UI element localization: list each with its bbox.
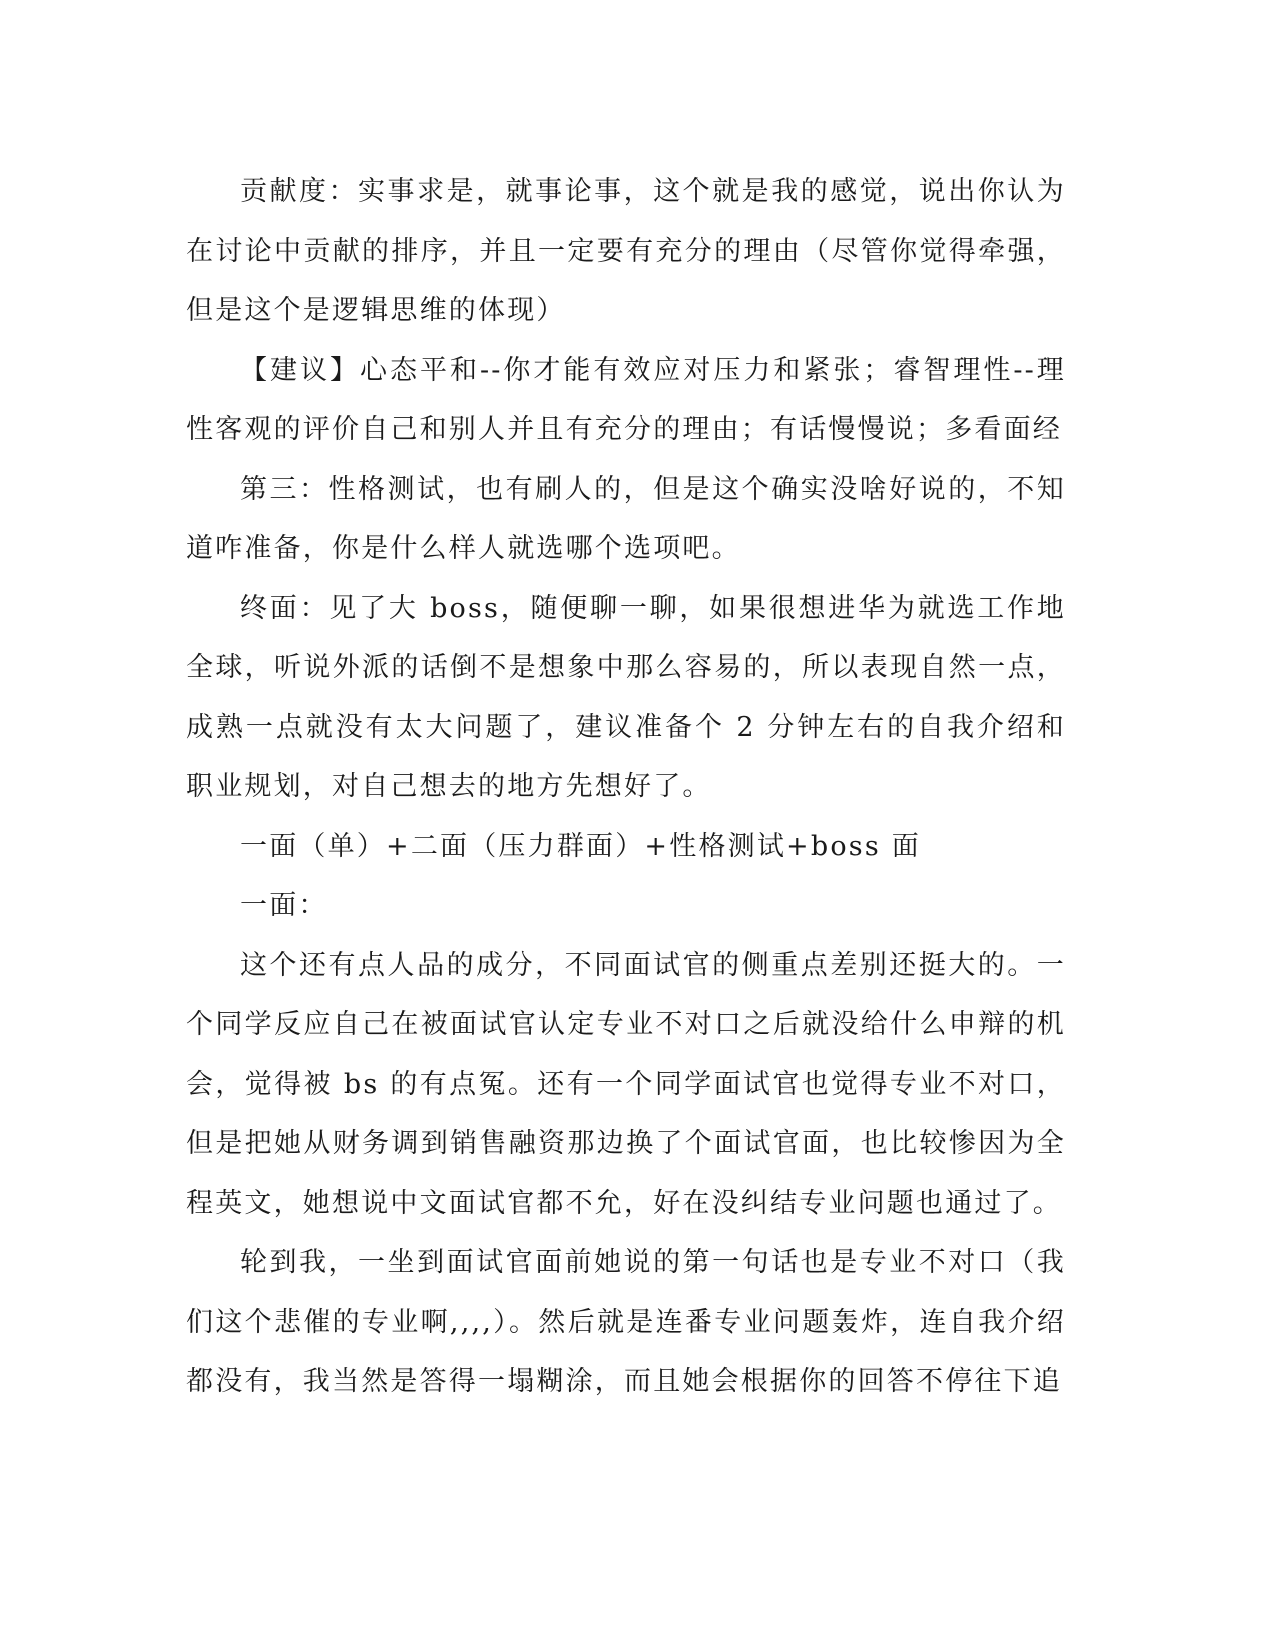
- paragraph-suggestion: 【建议】心态平和--你才能有效应对压力和紧张；睿智理性--理性客观的评价自己和别人并且有充分的理由；有话慢慢说；多看面经: [186, 354, 1066, 445]
- paragraph-first-interview-details: 这个还有点人品的成分，不同面试官的侧重点差别还挺大的。一个同学反应自己在被面试官认定专业不对口之后就没给什么申辩的机会，觉得被 bs 的有点冤。还有一个同学面试官也觉得专业不对口，但是把她从财务调到销售融资那边换了个面试官面，也比较惨因为全程英文，她想说中文面试官都不允，好在没纠结专业问题也通过了。: [186, 949, 1066, 1219]
- paragraph-first-interview-heading: 一面：: [240, 890, 328, 921]
- paragraph-final-interview: 终面：见了大 boss，随便聊一聊，如果很想进华为就选工作地全球，听说外派的话倒不是想象中那么容易的，所以表现自然一点，成熟一点就没有太大问题了，建议准备个 2 分钟左右的自我介绍和职业规划，对自己想去的地方先想好了。: [186, 592, 1066, 802]
- paragraph-contribution: 贡献度：实事求是，就事论事，这个就是我的感觉，说出你认为在讨论中贡献的排序，并且一定要有充分的理由（尽管你觉得牵强，但是这个是逻辑思维的体现）: [186, 176, 1066, 326]
- paragraph-interview-process: 一面（单）+二面（压力群面）+性格测试+boss 面: [240, 830, 921, 862]
- document-body: [186, 162, 1066, 1412]
- paragraph-personality-test: 第三：性格测试，也有刷人的，但是这个确实没啥好说的，不知道咋准备，你是什么样人就选哪个选项吧。: [186, 473, 1066, 564]
- paragraph-my-turn: 轮到我，一坐到面试官面前她说的第一句话也是专业不对口（我们这个悲催的专业啊,,,,）。然后就是连番专业问题轰炸，连自我介绍都没有，我当然是答得一塌糊涂，而且她会根据你的回答不停往下追: [186, 1247, 1066, 1397]
